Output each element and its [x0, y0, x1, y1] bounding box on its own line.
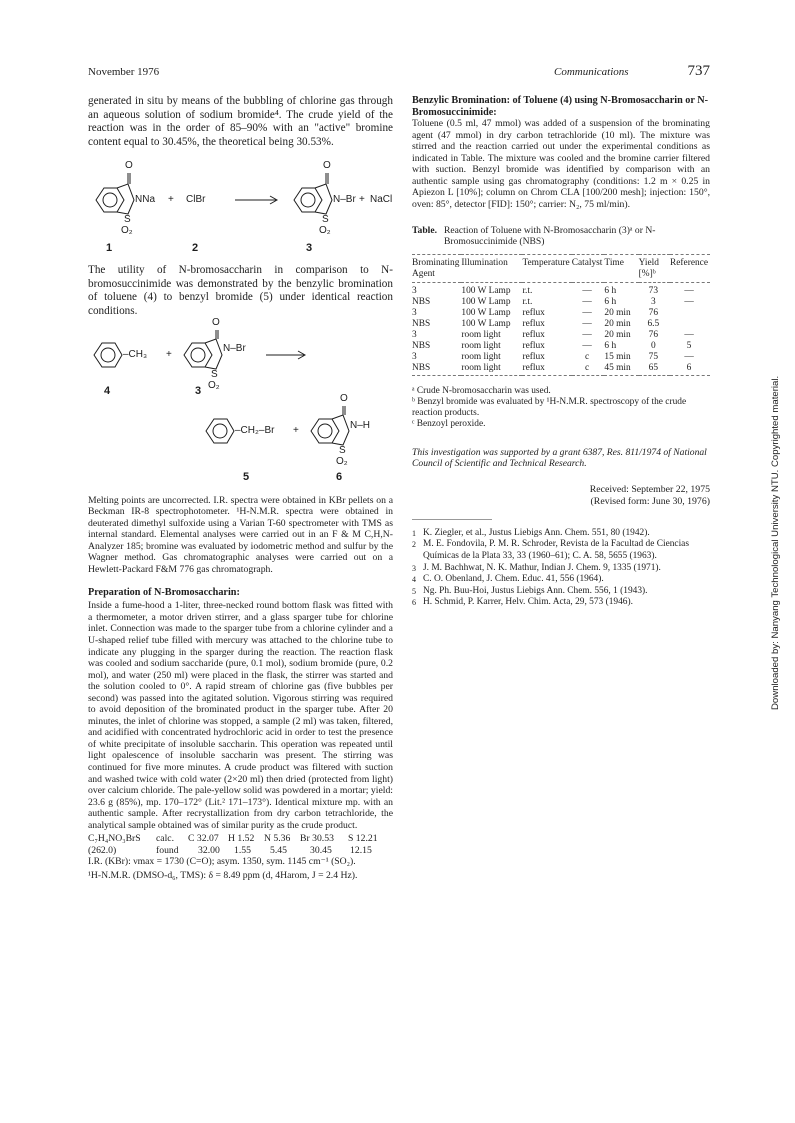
compound-label-2: 2: [192, 241, 199, 254]
cell-time: 20 min: [604, 307, 631, 318]
sulfur-6: S: [339, 444, 346, 456]
cell-agent: 3: [412, 285, 417, 296]
table-footnotes: [412, 386, 710, 431]
cell-reference: [670, 308, 710, 319]
reference-number: 2: [412, 540, 416, 550]
cell-reference: —: [684, 330, 694, 341]
plus-sign-4: +: [293, 424, 299, 436]
sulfur-1: S: [124, 213, 131, 225]
sulfur-3: S: [322, 213, 329, 225]
references-divider: [412, 519, 492, 520]
utility-paragraph: The utility of N-bromosaccharin in comparison to N-bromosuccinimide was demonstrated by the benzylic bromination of toluene (4) to benzyl bromide (5) under identical reaction conditions.: [88, 263, 393, 317]
cell-agent: NBS: [412, 319, 431, 330]
table-row: [412, 297, 710, 308]
reaction-scheme-1: [88, 156, 393, 256]
reference-number: 6: [412, 598, 416, 608]
cell-illumination: room light: [461, 330, 501, 341]
cell-illumination: 100 W Lamp: [461, 296, 511, 307]
cell-time: 45 min: [604, 363, 631, 374]
bromination-paragraph: Toluene (0.5 ml, 47 mmol) was added of a suspension of the brominating agent (47 mmol) in dry carbon tetrachloride (10 ml). The mixture was stirred and the reaction carried out under the experimental conditions as indicated in Table. The mixture was cooled and the bromine carrier filtered with suction. Benzyl bromide was identified by comparison with an authentic sample using gas chromatography (conditions: 1.2 m × 0.25 in Apiezon L [10%]; column on Chrom CLA [100/200 mesh]; injection: 150°, oven: 85°, detector [FID]: 150°; carrier: N₂, 75 ml/min).: [412, 118, 710, 211]
cell-time: 6 h: [604, 285, 617, 296]
th-illumination: Illumination: [461, 257, 508, 268]
analysis-found-row: [88, 845, 393, 857]
table-row: [412, 319, 710, 330]
benzyl-group: –CH₂–Br: [235, 424, 275, 436]
so2-o2-1: O₂: [121, 224, 133, 236]
running-header: [88, 63, 710, 82]
found-n: 5.45: [270, 844, 287, 856]
left-column: [88, 95, 393, 881]
received-date: Received: September 22, 1975: [589, 483, 710, 495]
cell-yield: 6.5: [647, 319, 660, 330]
table-footnote-c: ᶜ Benzoyl peroxide.: [412, 419, 486, 430]
cell-agent: NBS: [412, 363, 431, 374]
cell-illumination: room light: [461, 363, 501, 374]
plus-sign-3: +: [166, 348, 172, 360]
nbr-group: N–Br: [223, 342, 246, 354]
cell-yield: 0: [650, 341, 656, 352]
reference-item: [412, 563, 710, 575]
cell-illumination: 100 W Lamp: [461, 307, 511, 318]
calc-h: H 1.52: [228, 833, 255, 845]
th-yield: Yield [%]ᵇ: [638, 257, 659, 279]
cell-time: 20 min: [604, 330, 631, 341]
cell-yield: 73: [648, 285, 659, 296]
cell-temperature: reflux: [522, 341, 545, 352]
cell-catalyst: —: [582, 319, 592, 330]
calc-s: S 12.21: [348, 833, 378, 845]
toluene-methyl: –CH₃: [123, 348, 148, 360]
reference-text: H. Schmid, P. Karrer, Helv. Chim. Acta, 29, 573 (1946).: [423, 597, 633, 608]
benzene-ring-1: [96, 188, 124, 212]
so2-o2-6: O₂: [336, 455, 348, 467]
reference-item: [412, 586, 710, 598]
right-column: [412, 95, 710, 609]
byproduct-nacl: NaCl: [370, 193, 393, 205]
ir-data: I.R. (KBr): νmax = 1730 (C=O); asym. 1350, sym. 1145 cm⁻¹ (SO₂).: [88, 856, 356, 868]
page-number: 737: [687, 63, 710, 79]
aromatic-circle-3: [301, 193, 315, 207]
reagent-clbr: ClBr: [186, 193, 206, 205]
cell-temperature: r.t.: [522, 296, 533, 307]
so2-o2-3b: O₂: [208, 379, 220, 391]
found-h: 1.55: [234, 844, 251, 856]
found-br: 30.45: [310, 844, 332, 856]
cell-illumination: room light: [461, 352, 501, 363]
download-watermark: Downloaded by: Nanyang Technological University NTU. Copyrighted material.: [770, 375, 781, 710]
reference-number: 3: [412, 563, 416, 573]
cell-catalyst: —: [582, 330, 592, 341]
nh-group: N–H: [350, 419, 371, 431]
cell-yield: 76: [648, 330, 659, 341]
table-caption-text: Reaction of Toluene with N-Bromosaccharin (3)ᵃ or N-Bromosuccinimide (NBS): [444, 224, 656, 248]
product-group: N–Br: [333, 193, 356, 205]
cell-time: 6 h: [604, 341, 617, 352]
cell-yield: 65: [648, 363, 659, 374]
table-row: [412, 352, 710, 363]
th-catalyst: Catalyst: [571, 257, 603, 268]
cell-catalyst: —: [582, 307, 592, 318]
reference-item: [412, 574, 710, 586]
cell-yield: 75: [648, 352, 659, 363]
found-s: 12.15: [350, 844, 372, 856]
sulfur-3b: S: [211, 368, 218, 380]
nmr-data: ¹H-N.M.R. (DMSO-d₆, TMS): δ = 8.49 ppm (d, 4Harom, J = 2.4 Hz).: [88, 869, 358, 881]
cell-illumination: room light: [461, 341, 501, 352]
bromination-heading: Benzylic Bromination: of Toluene (4) using N-Bromosaccharin or N-Bromosuccinimide:: [412, 95, 709, 118]
compound-label-3b: 3: [195, 384, 202, 397]
table-footnote-b: ᵇ Benzyl bromide was evaluated by ¹H-N.M.R. spectroscopy of the crude reaction products.: [412, 396, 687, 419]
compound-label-3: 3: [306, 241, 313, 254]
prep-paragraph: Inside a fume-hood a 1-liter, three-necked round bottom flask was fitted with a thermometer, a motor driven stirrer, and a glass sparger tube for chlorine inlet. Connection was made to the sparger tube from a chlorine cylinder and a U-shaped relief tube filled with mercury was attached to the chlorine tube to indicate any plugging in the sparger during the reaction. The reaction flask was cooled and sodium saccharide (pure, 0.1 mol), sodium bromide (pure, 0.2 mol), and water (250 ml) were placed in the flask, the stirrer was started and the solution cooled to 0°. A rapid stream of chlorine gas (five bubbles per second) was passed into the agitated solution. Vigorous stirring was required to avoid deposition of the brominated product in the sparger tube. After 20 minutes, the inlet of chlorine was stopped, a sample (2 ml) was taken, filtered, and acidified with concentrated hydrochloric acid in order to test the presence of white precipitate of insoluble saccharin. This operation was repeated until light opalescence of insoluble saccharin was present. The stirring was continued for five more minutes. A crude product was filtered with suction and washed twice with cold water (2×20 ml) then dried (protected from light) over calcium chloride. The pale-yellow solid was powdered in a mortar; yield: 23.6 g (85%), mp. 170–172° (Lit.² 171–173°). Identical mixture mp. with an authentic sample. After recrystallization from dry carbon tetrachloride, the analytical sample obtained was of similar purity as the crude product.: [88, 600, 393, 831]
cell-agent: 3: [412, 352, 417, 363]
plus-sign-1: +: [168, 193, 174, 205]
five-ring-1: [117, 184, 134, 214]
cell-agent: 3: [412, 330, 417, 341]
reference-text: K. Ziegler, et al., Justus Liebigs Ann. Chem. 551, 80 (1942).: [423, 527, 650, 538]
cell-catalyst: c: [584, 352, 590, 363]
table-header-row: [412, 254, 710, 282]
analysis-found-label: found: [156, 844, 179, 856]
cell-reference: —: [684, 352, 694, 363]
carbonyl-o-3: O: [323, 159, 331, 171]
compound-label-6: 6: [336, 470, 343, 483]
aromatic-circle-1: [103, 193, 117, 207]
cell-reference: 5: [686, 341, 692, 352]
cell-agent: NBS: [412, 296, 431, 307]
benzene-ring-3: [294, 188, 322, 212]
cell-reference: [670, 319, 710, 330]
cell-time: 20 min: [604, 319, 631, 330]
prep-heading: Preparation of N-Bromosaccharin:: [88, 587, 240, 599]
th-temperature: Temperature: [522, 257, 570, 268]
compound-label-5: 5: [243, 470, 250, 483]
cell-reference: —: [684, 285, 694, 296]
table-row: [412, 282, 710, 297]
cell-illumination: 100 W Lamp: [461, 285, 511, 296]
reference-text: C. O. Obenland, J. Chem. Educ. 41, 556 (1964).: [423, 574, 604, 585]
results-table: [412, 254, 710, 376]
cell-time: 6 h: [604, 296, 617, 307]
received-dates: [412, 484, 710, 509]
cell-temperature: reflux: [522, 319, 545, 330]
cell-yield: 3: [650, 296, 656, 307]
reference-number: 4: [412, 575, 416, 585]
reactant-1-group: NNa: [135, 193, 156, 205]
cell-catalyst: c: [584, 363, 590, 374]
table-row: [412, 308, 710, 319]
reference-text: M. E. Fondovila, P. M. R. Schroder, Revista de la Facultad de Ciencias Químicas de la Plata 33, 33 (1960–61); C. A. 58, 5655 (1963).: [423, 539, 689, 562]
cell-reference: 6: [686, 363, 692, 374]
cell-temperature: reflux: [522, 363, 545, 374]
cell-yield: 76: [648, 307, 659, 318]
th-agent: Brominating Agent: [412, 257, 460, 279]
analysis-calc-row: [88, 833, 393, 845]
table-row: [412, 363, 710, 375]
reaction-scheme-2: [88, 316, 393, 485]
cell-temperature: reflux: [522, 330, 545, 341]
intro-paragraph: generated in situ by means of the bubbling of chlorine gas through an aqueous solution of sodium bromide⁴. The crude yield of the reaction was in the order of 85–90% with an "active" bromine content equal to 30.45%, the theoretical being 30.53%.: [88, 95, 393, 149]
reference-item: [412, 528, 710, 540]
reference-item: [412, 539, 710, 562]
table-footnote-a: ᵃ Crude N-bromosaccharin was used.: [412, 385, 551, 396]
calc-n: N 5.36: [264, 833, 291, 845]
cell-catalyst: —: [582, 285, 592, 296]
compound-label-1: 1: [106, 241, 113, 254]
reference-item: [412, 597, 710, 609]
table-caption: [412, 225, 710, 248]
calc-c: C 32.07: [188, 833, 219, 845]
table-body: [412, 282, 710, 375]
cell-illumination: 100 W Lamp: [461, 319, 511, 330]
table-row: [412, 330, 710, 341]
methods-paragraph: Melting points are uncorrected. I.R. spectra were obtained in KBr pellets on a Beckman IR-8 spectrophotometer. ¹H-N.M.R. spectra were obtained in deuterated dimethyl sulfoxide using a Varian T-60 spectrometer with TMS as internal standard. Elemental analyses were carried out in an F & M C,H,N-Analyzer 185; bromine was evaluated by iodometric method and sulfur by the Wagner method. Gas chromatographic analyses were carried out on a Hewlett-Packard F&M 776 gas chromatograph.: [88, 494, 393, 575]
so2-o2-3: O₂: [319, 224, 331, 236]
reference-text: Ng. Ph. Buu-Hoi, Justus Liebigs Ann. Chem. 556, 1 (1943).: [423, 585, 648, 596]
plus-sign-2: +: [359, 193, 365, 205]
five-ring-3: [315, 184, 332, 214]
cell-reference: —: [684, 296, 694, 307]
th-time: Time: [604, 257, 624, 268]
cell-catalyst: —: [582, 341, 592, 352]
cell-agent: NBS: [412, 341, 431, 352]
header-section: Communications: [554, 66, 629, 78]
cell-time: 15 min: [604, 352, 631, 363]
cell-agent: 3: [412, 307, 417, 318]
analysis-mw: (262.0): [88, 844, 117, 856]
cell-catalyst: —: [582, 296, 592, 307]
revised-date: (Revised form: June 30, 1976): [590, 496, 710, 508]
cell-temperature: reflux: [522, 307, 545, 318]
compound-label-4: 4: [104, 384, 111, 397]
carbonyl-o-1: O: [125, 159, 133, 171]
reference-number: 1: [412, 528, 416, 538]
header-date: November 1976: [88, 66, 160, 78]
reference-text: J. M. Bachhwat, N. K. Mathur, Indian J. Chem. 9, 1335 (1971).: [423, 562, 661, 573]
cell-temperature: reflux: [522, 352, 545, 363]
reference-number: 5: [412, 586, 416, 596]
references-list: [412, 528, 710, 609]
found-c: 32.00: [198, 844, 220, 856]
analysis-calc-label: calc.: [156, 833, 175, 845]
acknowledgement: This investigation was supported by a grant 6387, Res. 811/1974 of National Council of Scientific and Technical Research.: [412, 446, 707, 470]
calc-br: Br 30.53: [300, 833, 334, 845]
table-row: [412, 341, 710, 352]
analysis-formula: C₇H₄NO₃BrS: [88, 833, 141, 845]
carbonyl-o-3b: O: [212, 316, 220, 328]
carbonyl-o-6: O: [340, 392, 348, 404]
table-caption-label: Table.: [412, 224, 437, 236]
th-reference: Reference: [670, 257, 708, 268]
cell-temperature: r.t.: [522, 285, 533, 296]
elemental-analysis: [88, 833, 393, 856]
